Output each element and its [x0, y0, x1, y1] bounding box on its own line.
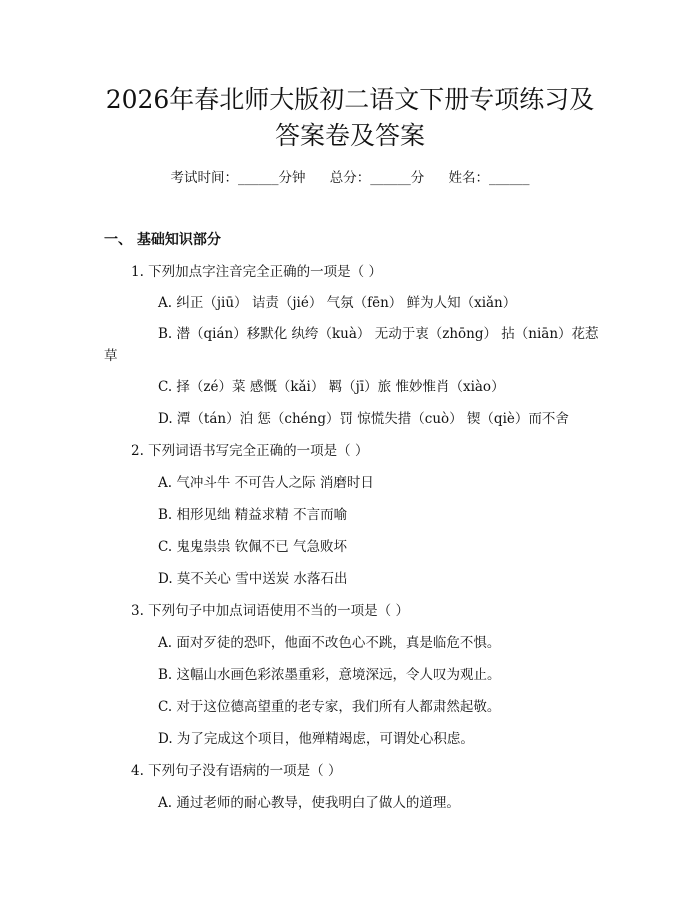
question-2: 2. 下列词语书写完全正确的一项是（ ） — [131, 443, 369, 459]
section-heading: 一、 基础知识部分 — [104, 232, 221, 248]
q1-option-a: A. 纠正（jiū） 诘责（jié） 气氛（fēn） 鲜为人知（xiǎn） — [158, 295, 517, 311]
q1-option-d: D. 潭（tán）泊 惩（chéng）罚 惊慌失措（cuò） 锲（qiè）而不舍 — [158, 411, 569, 427]
q1-option-b-continued: 草 — [104, 348, 118, 364]
q1-option-c: C. 择（zé）菜 感慨（kǎi） 羁（jī）旅 惟妙惟肖（xiào） — [158, 379, 505, 395]
q2-option-a: A. 气冲斗牛 不可告人之际 消磨时日 — [158, 475, 374, 491]
exam-time: 考试时间：______分钟 — [170, 170, 306, 186]
q2-option-b: B. 相形见绌 精益求精 不言而喻 — [158, 507, 348, 523]
student-name: 姓名：______ — [448, 170, 530, 186]
question-4: 4. 下列句子没有语病的一项是（ ） — [131, 763, 342, 779]
q1-option-b: B. 潜（qián）移默化 纨绔（kuà） 无动于衷（zhōng） 拈（niān）花惹 — [158, 326, 599, 342]
page-title-line-1: 2026年春北师大版初二语文下册专项练习及 — [105, 85, 595, 114]
question-3: 3. 下列句子中加点词语使用不当的一项是（ ） — [131, 603, 409, 619]
q3-option-a: A. 面对歹徒的恐吓，他面不改色心不跳，真是临危不惧。 — [158, 635, 501, 651]
total-score: 总分：______分 — [329, 170, 425, 186]
q2-option-d: D. 莫不关心 雪中送炭 水落石出 — [158, 571, 348, 587]
q4-option-a: A. 通过老师的耐心教导，使我明白了做人的道理。 — [158, 795, 460, 811]
question-1: 1. 下列加点字注音完全正确的一项是（ ） — [131, 264, 382, 280]
q3-option-d: D. 为了完成这个项目，他殚精竭虑，可谓处心积虑。 — [158, 731, 474, 747]
q3-option-c: C. 对于这位德高望重的老专家，我们所有人都肃然起敬。 — [158, 699, 501, 715]
q3-option-b: B. 这幅山水画色彩浓墨重彩，意境深远，令人叹为观止。 — [158, 667, 501, 683]
q2-option-c: C. 鬼鬼祟祟 钦佩不已 气急败坏 — [158, 539, 348, 555]
exam-meta — [0, 168, 700, 188]
page-title-line-2: 答案卷及答案 — [274, 121, 425, 150]
